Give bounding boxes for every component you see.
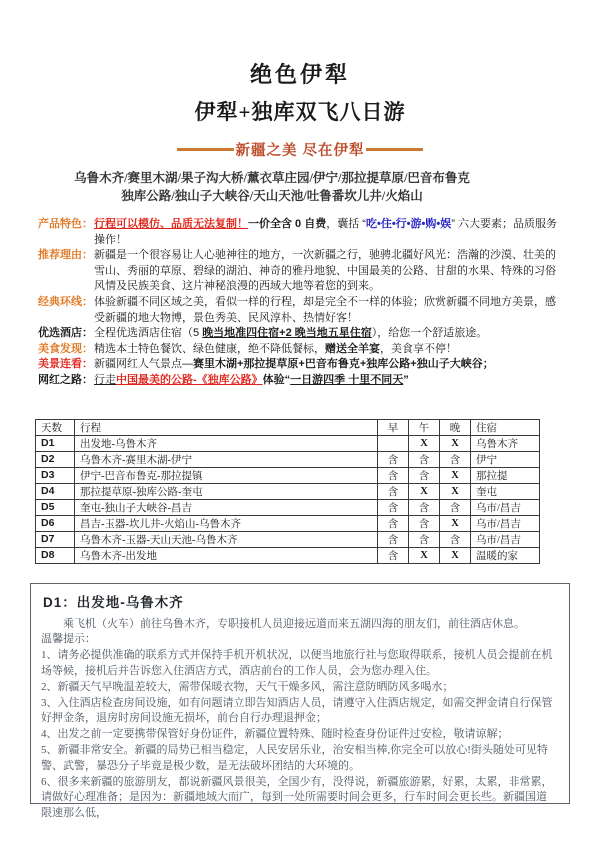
feature-text-segment: 精选本土特色餐饮、绿色健康，绝不降低餐标， xyxy=(94,342,325,355)
feature-text-segment: 新疆是一个很容易让人心驰神往的地方，一次新疆之行，驰骋北疆好风光：浩瀚的沙漠、壮美的雪山、秀丽的草原、碧绿的湖泊、神奇的雅丹地貌、中国最美的公路、甘甜的水果、特殊的习俗风情及民族美食、这片神秘浪漫的西域大地等着您的到来。 xyxy=(94,249,556,293)
feature-row xyxy=(38,326,564,342)
tips-list xyxy=(41,648,557,822)
feature-content xyxy=(94,373,564,389)
table-row xyxy=(36,435,540,451)
tip-item: 6、很多来新疆的旅游朋友，都说新疆风景很美，全国少有，没得说，新疆旅游累，好累，太累，非常累，请做好心理准备；是因为：新疆地域大而广，每到一处所需要时间会更多，行车时间会更长些。新疆国道限速那么低， xyxy=(41,775,553,820)
tips-title: 温馨提示： xyxy=(41,633,96,646)
itinerary-table xyxy=(35,419,540,564)
feature-row xyxy=(38,373,564,389)
feature-content xyxy=(94,248,564,295)
page-subtitle: 伊犁+独库双飞八日游 xyxy=(194,100,406,124)
feature-content xyxy=(94,217,564,248)
feature-text-segment: ” 六大要素；品质服务操作！ xyxy=(94,218,557,246)
feature-text-segment: 一价全含 0 自费 xyxy=(248,218,327,230)
feature-text-segment: ），给您一个舒适旅途。 xyxy=(371,327,488,340)
meal-cell: 含 xyxy=(378,547,409,563)
meal-cell: 含 xyxy=(378,499,409,515)
slogan-row xyxy=(0,139,600,160)
stay-cell: 乌鲁木齐 xyxy=(471,435,540,451)
day-cell: D2 xyxy=(36,451,75,467)
table-row xyxy=(36,531,540,547)
feature-text-segment: 体验新疆不同区域之美，看似一样的行程，却是完全不一样的体验；欣赏新疆不同地方美景，感受新疆的地大物博，景色秀美、民风淳朴、热情好客！ xyxy=(94,295,556,324)
table-row xyxy=(36,483,540,499)
table-header-cell: 午 xyxy=(409,419,440,435)
feature-text-segment: ，美食享不停！ xyxy=(380,342,457,355)
feature-text-segment: 行走 xyxy=(94,373,116,386)
meal-cell: X xyxy=(440,467,471,483)
meal-cell: X xyxy=(409,435,440,451)
feature-row xyxy=(38,295,564,326)
meal-cell: 含 xyxy=(440,531,471,547)
feature-text-segment: 新疆网红人气景点— xyxy=(94,358,193,371)
meal-cell: 含 xyxy=(378,451,409,467)
day-cell: D3 xyxy=(36,467,75,483)
feature-text-segment: ； xyxy=(482,358,494,371)
tip-item: 5、新疆非常安全。新疆的局势已相当稳定，人民安居乐业，治安相当棒,你完全可以放心!街头随处可见特警、武警，暴恐分子毕竟是极少数，是无法破坏团结的大环境的。 xyxy=(41,743,548,772)
feature-label: 美食发现： xyxy=(38,342,93,355)
route-cell: 乌鲁木齐-赛里木湖-伊宁 xyxy=(75,451,378,467)
feature-text-segment: 中国最美的公路-《独库公路》 xyxy=(116,373,263,386)
meal-cell: 含 xyxy=(378,515,409,531)
meal-cell: X xyxy=(440,515,471,531)
stay-cell: 那拉提 xyxy=(471,467,540,483)
tip-item: 3、入住酒店检查房间设施，如有问题请立即告知酒店人员，请遵守入住酒店规定，如需交押金请自行保管好押金条，退房时房间设施无损坏，前台自行办理退押金； xyxy=(41,696,553,725)
meal-cell xyxy=(378,435,409,451)
tip-item: 2、新疆天气早晚温差较大，需带保暖衣物，天气干燥多风，需注意防晒防风多喝水； xyxy=(41,680,454,693)
tip-item: 4、出发之前一定要携带保管好身份证件，新疆位置特殊、随时检查身份证件过安检，敬请谅解； xyxy=(41,728,509,741)
feature-text-segment: 一日游四季 十里不同天 xyxy=(290,373,404,386)
meal-cell: X xyxy=(409,483,440,499)
route-cell: 昌吉-玉器-坎儿井-火焰山-乌鲁木齐 xyxy=(75,515,378,531)
destinations-line-1: 乌鲁木齐/赛里木湖/果子沟大桥/薰衣草庄园/伊宁/那拉提草原/巴音布鲁克 xyxy=(74,171,470,185)
feature-label: 网红之路： xyxy=(38,373,93,386)
feature-text-segment: 全程优选酒店住宿（5 xyxy=(94,327,203,340)
meal-cell: X xyxy=(440,435,471,451)
route-cell: 那拉提草原-独库公路-奎屯 xyxy=(75,483,378,499)
feature-row xyxy=(38,217,564,248)
feature-text-segment: 赠送全羊宴 xyxy=(325,342,380,355)
stay-cell: 乌市/昌吉 xyxy=(471,499,540,515)
table-row xyxy=(36,547,540,563)
page-title: 绝色伊犁 xyxy=(249,62,350,87)
stay-cell: 温暖的家 xyxy=(471,547,540,563)
meal-cell: 含 xyxy=(409,451,440,467)
feature-row xyxy=(38,342,564,358)
stay-cell: 乌市/昌吉 xyxy=(471,515,540,531)
meal-cell: X xyxy=(440,483,471,499)
meal-cell: 含 xyxy=(409,467,440,483)
destinations-line-2: 独库公路/独山子大峡谷/天山天池/吐鲁番坎儿井/火焰山 xyxy=(121,189,423,203)
meal-cell: 含 xyxy=(378,467,409,483)
feature-text-segment: ，囊括 “ xyxy=(326,218,366,230)
meal-cell: 含 xyxy=(409,499,440,515)
day-detail-title: D1：出发地-乌鲁木齐 xyxy=(43,594,184,610)
stay-cell: 奎屯 xyxy=(471,483,540,499)
meal-cell: X xyxy=(440,547,471,563)
meal-cell: 含 xyxy=(378,531,409,547)
meal-cell: 含 xyxy=(440,451,471,467)
table-header-cell: 行程 xyxy=(75,419,378,435)
feature-label: 产品特色： xyxy=(38,218,93,230)
meal-cell: 含 xyxy=(378,483,409,499)
feature-text-segment: 行程可以模仿、品质无法复制！ xyxy=(94,218,248,230)
slogan-dash-left xyxy=(177,148,234,151)
feature-text-segment: 吃•住•行•游•购•娱 xyxy=(365,218,452,230)
route-cell: 乌鲁木齐-玉器-天山天池-乌鲁木齐 xyxy=(75,531,378,547)
feature-text-segment: 晚当地准四住宿+2 晚当地五星住宿 xyxy=(202,327,372,340)
route-cell: 伊宁-巴音布鲁克-那拉提镇 xyxy=(75,467,378,483)
feature-row xyxy=(38,357,564,373)
slogan-text: 新疆之美 尽在伊犁 xyxy=(235,143,365,159)
table-header-cell: 住宿 xyxy=(471,419,540,435)
route-cell: 奎屯-独山子大峡谷-昌吉 xyxy=(75,499,378,515)
table-header-cell: 天数 xyxy=(36,419,75,435)
meal-cell: X xyxy=(409,547,440,563)
day-cell: D4 xyxy=(36,483,75,499)
feature-text-segment: 体验“ xyxy=(262,373,291,386)
table-row xyxy=(36,515,540,531)
feature-text-segment: ” xyxy=(403,373,409,386)
feature-content xyxy=(94,295,564,326)
day-detail-body xyxy=(41,617,557,822)
stay-cell: 乌市/昌吉 xyxy=(471,531,540,547)
slogan-dash-right xyxy=(366,148,423,151)
table-row xyxy=(36,451,540,467)
feature-content xyxy=(94,326,564,342)
destinations-list xyxy=(0,169,600,205)
feature-label: 优选酒店： xyxy=(38,327,93,340)
feature-row xyxy=(38,248,564,295)
meal-cell: 含 xyxy=(440,499,471,515)
feature-text-segment: 赛里木湖+那拉提草原+巴音布鲁克+独库公路+独山子大峡谷 xyxy=(193,358,483,371)
feature-content xyxy=(94,357,564,373)
day-cell: D5 xyxy=(36,499,75,515)
route-cell: 出发地-乌鲁木齐 xyxy=(75,435,378,451)
table-header-cell: 早 xyxy=(378,419,409,435)
feature-list xyxy=(38,217,564,389)
table-header-cell: 晚 xyxy=(440,419,471,435)
table-header-row xyxy=(36,419,540,435)
day-intro: 乘飞机（火车）前往乌鲁木齐，专职接机人员迎接远道而来五湖四海的朋友们，前往酒店休息。 xyxy=(63,617,525,630)
table-row xyxy=(36,467,540,483)
day-cell: D7 xyxy=(36,531,75,547)
route-cell: 乌鲁木齐-出发地 xyxy=(75,547,378,563)
day-cell: D8 xyxy=(36,547,75,563)
feature-label: 美景连看： xyxy=(38,358,93,371)
day-cell: D1 xyxy=(36,435,75,451)
meal-cell: 含 xyxy=(409,515,440,531)
feature-label: 推荐理由： xyxy=(38,249,93,262)
tip-item: 1、请务必提供准确的联系方式并保持手机开机状况，以便当地旅行社与您取得联系，接机人员会提前在机场等候，接机后并告诉您入住酒店方式，酒店前台的工作人员，会为您办理入住。 xyxy=(41,649,553,677)
stay-cell: 伊宁 xyxy=(471,451,540,467)
feature-content xyxy=(94,342,564,358)
meal-cell: 含 xyxy=(409,531,440,547)
table-row xyxy=(36,499,540,515)
day-detail-box xyxy=(30,583,570,820)
day-cell: D6 xyxy=(36,515,75,531)
feature-label: 经典环线： xyxy=(38,295,93,308)
